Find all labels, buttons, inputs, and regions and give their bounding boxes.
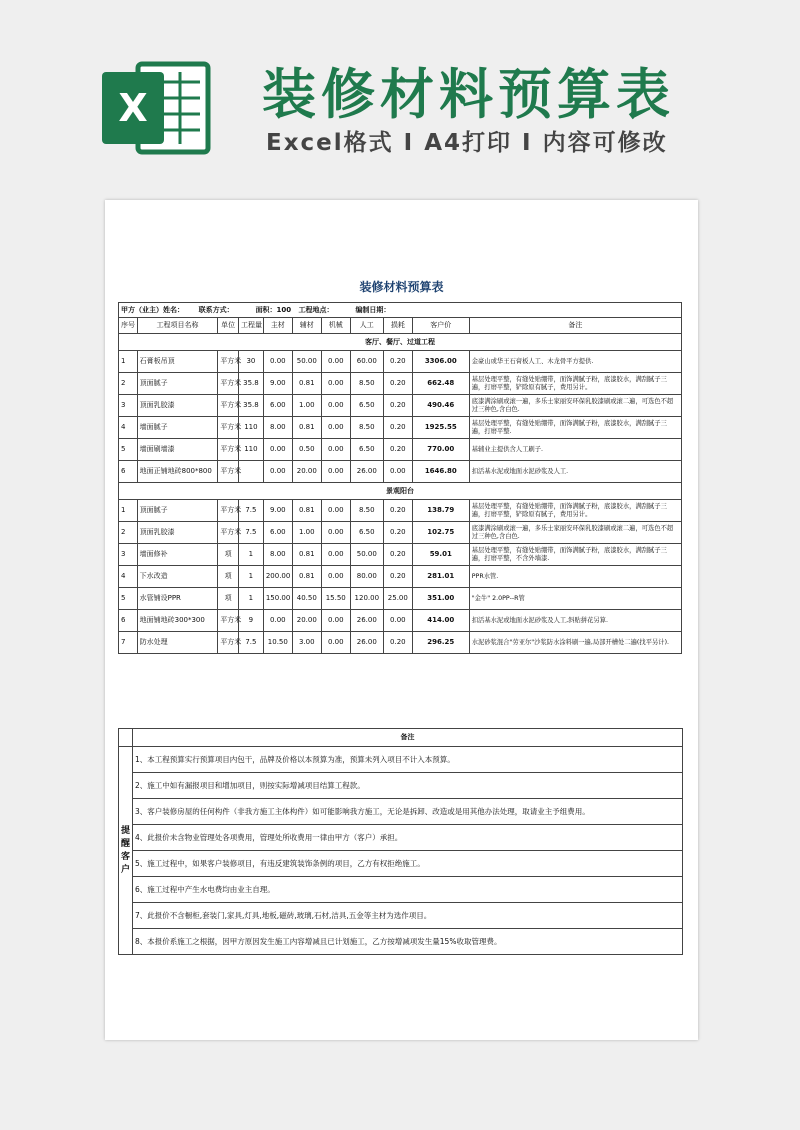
remark-row — [119, 747, 683, 773]
cell-labor: 26.00 — [350, 610, 383, 632]
col-header: 单位 — [218, 318, 239, 334]
table-row — [119, 522, 682, 544]
cell-note: 扣活基水泥或地面水泥砂浆及人工. — [469, 461, 681, 483]
cell-note: 金豪山或华王石膏板人工、木龙骨平方提供. — [469, 351, 681, 373]
section-balcony — [119, 483, 682, 654]
col-header: 人工 — [350, 318, 383, 334]
section-title: 客厅、餐厅、过道工程 — [119, 334, 682, 351]
cell-main: 9.00 — [263, 373, 292, 395]
cell-labor: 8.50 — [350, 500, 383, 522]
remark-row — [119, 877, 683, 903]
cell-price: 1925.55 — [412, 417, 469, 439]
section-title-row — [119, 334, 682, 351]
cell-no: 7 — [119, 632, 138, 654]
cell-qty: 1 — [239, 544, 264, 566]
cell-no: 2 — [119, 373, 138, 395]
cell-name: 墙面腻子 — [137, 417, 218, 439]
cell-note: 扣活基水泥或地面水泥砂浆及人工,斜贴拼花另算. — [469, 610, 681, 632]
table-row — [119, 500, 682, 522]
cell-qty: 7.5 — [239, 500, 264, 522]
cell-loss: 0.20 — [383, 395, 412, 417]
cell-main: 8.00 — [263, 417, 292, 439]
remark-row — [119, 773, 683, 799]
table-row — [119, 588, 682, 610]
cell-loss: 0.20 — [383, 373, 412, 395]
table-row — [119, 417, 682, 439]
cell-labor: 50.00 — [350, 544, 383, 566]
cell-loss: 25.00 — [383, 588, 412, 610]
cell-qty: 30 — [239, 351, 264, 373]
cell-labor: 26.00 — [350, 632, 383, 654]
remark-item: 4、此报价未含物业管理处各项费用，管理处所收费用一律由甲方（客户）承担。 — [133, 825, 683, 851]
cell-qty: 35.8 — [239, 395, 264, 417]
cell-loss: 0.20 — [383, 500, 412, 522]
cell-main: 0.00 — [263, 461, 292, 483]
cell-loss: 0.20 — [383, 566, 412, 588]
cell-unit: 平方米 — [218, 522, 239, 544]
cell-price: 351.00 — [412, 588, 469, 610]
cell-main: 8.00 — [263, 544, 292, 566]
cell-qty: 1 — [239, 588, 264, 610]
cell-mach: 0.00 — [321, 610, 350, 632]
cell-labor: 8.50 — [350, 417, 383, 439]
cell-name: 顶面乳胶漆 — [137, 522, 218, 544]
cell-unit: 平方米 — [218, 373, 239, 395]
cell-note: 底漆满涂刷或滚一遍，多乐士家丽安环保乳胶漆刷或滚二遍，可选色不超过三种色,含白色. — [469, 395, 681, 417]
cell-qty: 1 — [239, 566, 264, 588]
cell-mach: 0.00 — [321, 566, 350, 588]
contact-label: 联系方式： — [198, 305, 234, 314]
col-header: 客户价 — [412, 318, 469, 334]
cell-qty: 35.8 — [239, 373, 264, 395]
col-header: 工程量 — [239, 318, 264, 334]
cell-note: 底漆满涂刷或滚一遍，多乐士家丽安环保乳胶漆刷或滚二遍，可选色不超过三种色,含白色. — [469, 522, 681, 544]
cell-mach: 0.00 — [321, 417, 350, 439]
cell-main: 0.00 — [263, 610, 292, 632]
cell-price: 770.00 — [412, 439, 469, 461]
cell-main: 10.50 — [263, 632, 292, 654]
cell-no: 4 — [119, 566, 138, 588]
cell-price: 3306.00 — [412, 351, 469, 373]
cell-main: 0.00 — [263, 439, 292, 461]
remark-row — [119, 903, 683, 929]
cell-name: 石膏板吊顶 — [137, 351, 218, 373]
cell-unit: 平方米 — [218, 395, 239, 417]
remark-row — [119, 929, 683, 955]
remark-item: 3、客户装修房屋的任何构件（非我方施工主体构件）如可能影响我方施工，无论是拆卸、改造或是用其他办法处理，取请业主予组费用。 — [133, 799, 683, 825]
cell-loss: 0.00 — [383, 610, 412, 632]
remark-row — [119, 851, 683, 877]
cell-aux: 0.81 — [292, 373, 321, 395]
cell-unit: 平方米 — [218, 461, 239, 483]
cell-mach: 0.00 — [321, 461, 350, 483]
cell-aux: 0.50 — [292, 439, 321, 461]
cell-qty: 110 — [239, 417, 264, 439]
table-row — [119, 373, 682, 395]
cell-mach: 0.00 — [321, 632, 350, 654]
cell-aux: 0.81 — [292, 544, 321, 566]
banner-header — [0, 0, 800, 200]
site-label: 工程地点： — [298, 305, 334, 314]
cell-unit: 平方米 — [218, 351, 239, 373]
cell-aux: 0.81 — [292, 566, 321, 588]
remarks-title: 备注 — [133, 729, 683, 747]
excel-logo-icon — [100, 58, 212, 158]
col-header: 主材 — [263, 318, 292, 334]
cell-main: 9.00 — [263, 500, 292, 522]
remark-item: 5、施工过程中，如果客户装修项目，有违反建筑装饰条例的项目，乙方有权拒绝施工。 — [133, 851, 683, 877]
table-row — [119, 544, 682, 566]
cell-no: 1 — [119, 500, 138, 522]
remark-item: 8、本报价系施工之根据，因甲方原因发生施工内容增减且已计划施工，乙方按增减项发生量15%收取管理费。 — [133, 929, 683, 955]
cell-aux: 20.00 — [292, 461, 321, 483]
cell-no: 1 — [119, 351, 138, 373]
table-row — [119, 632, 682, 654]
cell-unit: 平方米 — [218, 610, 239, 632]
cell-qty: 7.5 — [239, 522, 264, 544]
cell-name: 顶面腻子 — [137, 373, 218, 395]
remark-item: 1、本工程预算实行预算项目内包干，品牌及价格以本预算为准，预算未列入项目不计入本预算。 — [133, 747, 683, 773]
page-title: 装修材料预算表 — [262, 63, 675, 126]
table-row — [119, 566, 682, 588]
cell-price: 490.46 — [412, 395, 469, 417]
sheet-title: 装修材料预算表 — [359, 280, 444, 294]
col-header: 辅材 — [292, 318, 321, 334]
cell-main: 150.00 — [263, 588, 292, 610]
svg-text:X: X — [118, 86, 148, 130]
remark-side-label: 提醒客户 — [119, 747, 133, 955]
cell-loss: 0.20 — [383, 544, 412, 566]
cell-mach: 0.00 — [321, 351, 350, 373]
cell-mach: 15.50 — [321, 588, 350, 610]
column-header-row — [119, 318, 682, 334]
cell-qty — [239, 461, 264, 483]
cell-price: 662.48 — [412, 373, 469, 395]
cell-mach: 0.00 — [321, 439, 350, 461]
table-row — [119, 395, 682, 417]
remarks-table — [118, 728, 683, 955]
cell-labor: 26.00 — [350, 461, 383, 483]
cell-mach: 0.00 — [321, 500, 350, 522]
cell-labor: 60.00 — [350, 351, 383, 373]
spreadsheet-page — [105, 200, 698, 1040]
cell-name: 地面铺地砖300*300 — [137, 610, 218, 632]
cell-no: 5 — [119, 588, 138, 610]
budget-table — [118, 302, 682, 654]
table-row — [119, 439, 682, 461]
cell-price: 281.01 — [412, 566, 469, 588]
cell-note: 基层处理平整，有缝处贴绷带，面饰满腻子粉，底漆胶水，满刮腻子三遍，打磨平整，铲除原有腻子，费用另计。 — [469, 500, 681, 522]
cell-no: 6 — [119, 610, 138, 632]
col-header: 损耗 — [383, 318, 412, 334]
cell-no: 6 — [119, 461, 138, 483]
cell-qty: 7.5 — [239, 632, 264, 654]
col-header: 序号 — [119, 318, 138, 334]
cell-note: 基层处理平整，有缝处贴绷带，面饰满腻子粉，底漆胶水，满刮腻子三遍，打磨平整，铲除原有腻子，费用另计。 — [469, 373, 681, 395]
cell-unit: 平方米 — [218, 417, 239, 439]
cell-aux: 1.00 — [292, 522, 321, 544]
cell-aux: 3.00 — [292, 632, 321, 654]
cell-note: 基层处理平整，有缝处贴绷带，面饰满腻子粉，底漆胶水，满刮腻子三遍，打磨平整. — [469, 417, 681, 439]
section-living — [119, 334, 682, 483]
page-subtitle: Excel格式 I A4打印 I 内容可修改 — [266, 130, 668, 156]
cell-name: 墙面刷墙漆 — [137, 439, 218, 461]
cell-price: 1646.80 — [412, 461, 469, 483]
cell-aux: 40.50 — [292, 588, 321, 610]
cell-note: 基辅业主提供含人工刷子. — [469, 439, 681, 461]
cell-no: 3 — [119, 395, 138, 417]
cell-labor: 6.50 — [350, 395, 383, 417]
cell-price: 138.79 — [412, 500, 469, 522]
cell-note: PPR水管. — [469, 566, 681, 588]
cell-loss: 0.20 — [383, 439, 412, 461]
section-title-row — [119, 483, 682, 500]
cell-note: 水泥砂浆混合"劳亚尔"沙浆防水涂料刷一遍,局部开槽处二遍(找平另计). — [469, 632, 681, 654]
table-row — [119, 351, 682, 373]
cell-labor: 8.50 — [350, 373, 383, 395]
cell-price: 102.75 — [412, 522, 469, 544]
area-label: 面积：100 — [255, 305, 292, 314]
cell-name: 下水改造 — [137, 566, 218, 588]
cell-loss: 0.20 — [383, 417, 412, 439]
remark-item: 2、施工中如有漏报项目和增加项目，则按实际增减项目结算工程款。 — [133, 773, 683, 799]
cell-mach: 0.00 — [321, 522, 350, 544]
cell-name: 墙面修补 — [137, 544, 218, 566]
cell-price: 414.00 — [412, 610, 469, 632]
cell-price: 296.25 — [412, 632, 469, 654]
cell-labor: 120.00 — [350, 588, 383, 610]
cell-note: 基层处理平整，有缝处贴绷带，面饰满腻子粉，底漆胶水，满刮腻子三遍，打磨平整，不含外墙漆. — [469, 544, 681, 566]
cell-price: 59.01 — [412, 544, 469, 566]
cell-unit: 平方米 — [218, 439, 239, 461]
cell-unit: 项 — [218, 588, 239, 610]
cell-main: 200.00 — [263, 566, 292, 588]
date-label: 编制日期： — [355, 305, 391, 314]
col-header: 机械 — [321, 318, 350, 334]
party-label: 甲方（业主）姓名： — [121, 305, 184, 314]
cell-main: 0.00 — [263, 351, 292, 373]
cell-mach: 0.00 — [321, 373, 350, 395]
cell-unit: 平方米 — [218, 632, 239, 654]
cell-mach: 0.00 — [321, 544, 350, 566]
cell-loss: 0.20 — [383, 522, 412, 544]
cell-note: "金牛" 2.0PP--R管 — [469, 588, 681, 610]
cell-aux: 1.00 — [292, 395, 321, 417]
section-title: 景观阳台 — [119, 483, 682, 500]
remark-row — [119, 799, 683, 825]
table-row — [119, 461, 682, 483]
cell-loss: 0.20 — [383, 632, 412, 654]
cell-aux: 20.00 — [292, 610, 321, 632]
cell-main: 6.00 — [263, 395, 292, 417]
remark-item: 7、此报价不含橱柜,套装门,家具,灯具,地板,磁砖,玻璃,石材,洁具,五金等主材为选作项目。 — [133, 903, 683, 929]
cell-no: 2 — [119, 522, 138, 544]
cell-aux: 50.00 — [292, 351, 321, 373]
table-row — [119, 610, 682, 632]
cell-unit: 项 — [218, 566, 239, 588]
cell-loss: 0.20 — [383, 351, 412, 373]
cell-name: 顶面乳胶漆 — [137, 395, 218, 417]
cell-name: 地面正铺地砖800*800 — [137, 461, 218, 483]
remarks-header-row — [119, 729, 683, 747]
cell-no: 5 — [119, 439, 138, 461]
cell-labor: 6.50 — [350, 522, 383, 544]
cell-labor: 80.00 — [350, 566, 383, 588]
cell-name: 防水处理 — [137, 632, 218, 654]
remark-item: 6、施工过程中产生水电费均由业主自理。 — [133, 877, 683, 903]
cell-unit: 平方米 — [218, 500, 239, 522]
cell-unit: 项 — [218, 544, 239, 566]
remark-row — [119, 825, 683, 851]
col-header: 工程项目名称 — [137, 318, 218, 334]
info-row — [119, 303, 682, 318]
cell-aux: 0.81 — [292, 500, 321, 522]
cell-mach: 0.00 — [321, 395, 350, 417]
cell-main: 6.00 — [263, 522, 292, 544]
cell-qty: 110 — [239, 439, 264, 461]
cell-no: 4 — [119, 417, 138, 439]
cell-aux: 0.81 — [292, 417, 321, 439]
cell-name: 顶面腻子 — [137, 500, 218, 522]
cell-loss: 0.00 — [383, 461, 412, 483]
cell-qty: 9 — [239, 610, 264, 632]
col-header: 备注 — [469, 318, 681, 334]
cell-labor: 6.50 — [350, 439, 383, 461]
cell-name: 水管铺设PPR — [137, 588, 218, 610]
cell-no: 3 — [119, 544, 138, 566]
